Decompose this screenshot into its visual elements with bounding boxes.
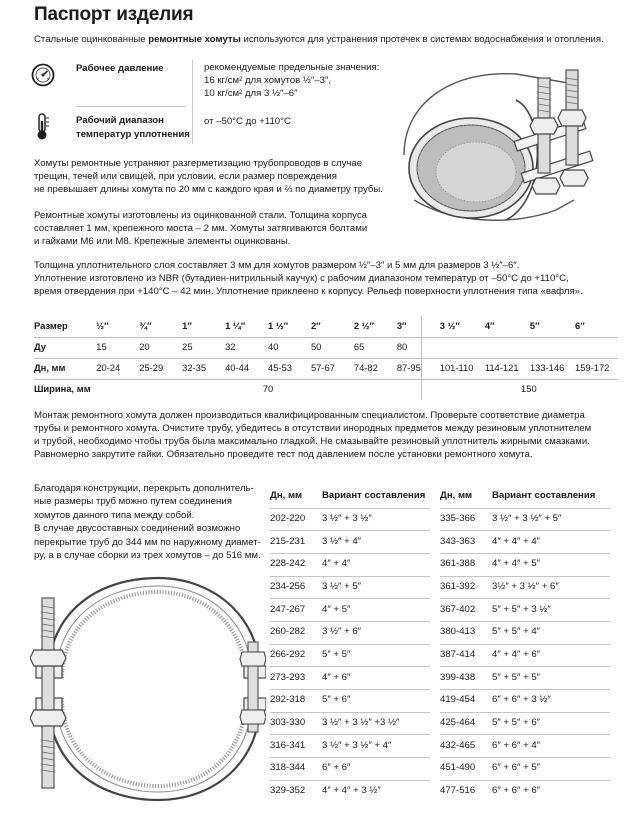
pressure-line: рекомендуемые предельные значения: <box>204 62 380 73</box>
dn-range-cell: 318-344 <box>270 758 322 781</box>
size-cell: 2″ <box>311 316 354 337</box>
variant-cell: 5″ + 5″ <box>322 644 430 667</box>
dn-range-cell: 234-256 <box>270 576 322 599</box>
dn-cell: 57-67 <box>311 358 354 379</box>
dn-range-cell: 335-366 <box>440 508 492 531</box>
combination-table-right <box>440 486 610 803</box>
variant-cell: 3 ½″ + 3 ½″ <box>322 508 430 531</box>
table-row <box>270 712 430 735</box>
variant-cell: 4″ + 4″ + 6″ <box>492 644 610 667</box>
table-row <box>440 531 610 554</box>
paragraph-combination <box>34 482 264 563</box>
table-row <box>440 712 610 735</box>
variant-cell: 5″ + 5″ + 3 ½″ <box>492 599 610 622</box>
thermometer-icon <box>32 113 58 139</box>
page-title: Паспорт изделия <box>34 4 194 25</box>
size-spec-table <box>34 316 618 400</box>
dn-range-cell: 273-293 <box>270 667 322 690</box>
table-row <box>440 735 610 758</box>
variant-cell: 6″ + 6″ + 6″ <box>492 780 610 803</box>
size-cell: 2 ½″ <box>354 316 397 337</box>
dn-range-cell: 367-402 <box>440 599 492 622</box>
variant-cell: 4″ + 4″ <box>322 553 430 576</box>
table-row <box>440 599 610 622</box>
variant-cell: 4″ + 4″ + 3 ½″ <box>322 780 430 803</box>
table-row-du <box>34 337 618 358</box>
table-row <box>270 758 430 781</box>
du-cell: 32 <box>225 337 268 358</box>
paragraph-line: и трубой, необходимо чтобы труба была максимально гладкой. Не смазывайте резиновый уплотнитель жирными смазками. <box>34 435 590 447</box>
table-row <box>440 621 610 644</box>
table-row <box>270 667 430 690</box>
dn-cell: 101-110 <box>440 358 485 379</box>
du-cell: 80 <box>397 337 440 358</box>
du-cell: 20 <box>139 337 182 358</box>
size-cell: 5″ <box>530 316 575 337</box>
paragraph-line: Равномерно закрутите гайки. Обязательно проведите тест под давлением после установки ремонтного хомута. <box>34 448 533 460</box>
width-cell: 150 <box>521 383 537 395</box>
variant-cell: 3 ½″ + 4″ <box>322 531 430 554</box>
size-cell: 3 ½″ <box>440 316 485 337</box>
dn-range-cell: 425-464 <box>440 712 492 735</box>
table-row <box>440 644 610 667</box>
du-cell: 15 <box>96 337 139 358</box>
intro-text <box>34 34 614 47</box>
table-row <box>440 576 610 599</box>
du-cell: 25 <box>182 337 225 358</box>
dn-range-cell: 329-352 <box>270 780 322 803</box>
spec-table-divider <box>421 316 422 400</box>
variant-cell: 3 ½″ + 3 ½″ +3 ½″ <box>322 712 430 735</box>
temperature-label-line: температур уплотнения <box>76 128 190 140</box>
paragraph-line: Монтаж ремонтного хомута должен производиться квалифицированным специалистом. Проверьте соответствие диаметра <box>34 410 585 421</box>
size-cell: 3″ <box>397 316 440 337</box>
dn-range-cell: 451-490 <box>440 758 492 781</box>
paragraph-line: хомутов данного типа между собой. <box>34 509 195 521</box>
dn-cell: 25-29 <box>139 358 182 379</box>
paragraph-line: время отвердения при +140°С – 42 мин. Уплотнение приклеено к корпусу. Рельеф поверхности уплотнения типа «вафля». <box>34 285 583 297</box>
table-row <box>270 508 430 531</box>
table-row <box>440 553 610 576</box>
size-cell: 4″ <box>485 316 530 337</box>
pressure-line: 10 кг/см² для 3 ½″–6″ <box>204 87 298 99</box>
table-row-size <box>34 316 618 337</box>
size-cell: ¾″ <box>139 316 182 337</box>
table-row <box>270 735 430 758</box>
dn-range-cell: 399-438 <box>440 667 492 690</box>
dn-range-cell: 361-392 <box>440 576 492 599</box>
table-row <box>440 667 610 690</box>
intro-bold: ремонтные хомуты <box>148 34 241 45</box>
dn-range-cell: 432-465 <box>440 735 492 758</box>
paragraph-line: В случае двусоставных соединений возможно <box>34 523 241 535</box>
paragraph-line: Толщина уплотнительного слоя составляет 3 мм для хомутов размером ½″–3″ и 5 мм для размеров 3 ½″–6″. <box>34 260 520 271</box>
dn-cell: 87-95 <box>397 358 440 379</box>
dn-cell: 133-146 <box>530 358 575 379</box>
paragraph-line: ру, а в случае сборки из трех хомутов – до 516 мм. <box>34 550 261 562</box>
paragraph-line: не превышает длины хомута по 20 мм с каждого края и ⅔ по диаметру трубы. <box>34 183 383 195</box>
paragraph-seal <box>34 260 619 299</box>
variant-cell: 6″ + 6″ <box>322 758 430 781</box>
dn-cell: 45-53 <box>268 358 311 379</box>
row-label: Дн, мм <box>34 358 96 379</box>
pressure-values <box>204 62 379 101</box>
dn-range-cell: 387-414 <box>440 644 492 667</box>
dn-range-cell: 260-282 <box>270 621 322 644</box>
size-cell: 1 ¼″ <box>225 316 268 337</box>
dn-cell: 40-44 <box>225 358 268 379</box>
paragraph-line: и гайками М6 или М8. Крепежные элементы оцинкованы. <box>34 235 291 247</box>
variant-cell: 5″ + 5″ + 5″ <box>492 667 610 690</box>
size-cell: ½″ <box>96 316 139 337</box>
size-cell: 1″ <box>182 316 225 337</box>
variant-cell: 3½″ + 3 ½″ + 6″ <box>492 576 610 599</box>
table-row <box>270 780 430 803</box>
dn-range-cell: 303-330 <box>270 712 322 735</box>
table-header-row <box>270 486 430 508</box>
column-header-dn: Дн, мм <box>270 490 303 502</box>
spec-divider-vertical <box>192 60 193 144</box>
variant-cell: 6″ + 6″ + 5″ <box>492 758 610 781</box>
du-cell: 50 <box>311 337 354 358</box>
intro-pre: Стальные оцинкованные <box>34 34 149 45</box>
variant-cell: 3 ½″ + 3 ½″ + 5″ <box>492 508 610 531</box>
dn-range-cell: 380-413 <box>440 621 492 644</box>
paragraph-line: Хомуты ремонтные устраняют разгерметизацию трубопроводов в случае <box>34 158 363 169</box>
table-row <box>440 690 610 713</box>
variant-cell: 3 ½″ + 6″ <box>322 621 430 644</box>
dn-cell: 159-172 <box>575 358 618 379</box>
table-row <box>270 576 430 599</box>
column-header-dn: Дн, мм <box>440 490 473 502</box>
dn-range-cell: 266-292 <box>270 644 322 667</box>
row-label: Ширина, мм <box>34 383 91 395</box>
temperature-label-line: Рабочий диапазон <box>76 115 164 126</box>
paragraph-line: перекрытие труб до 344 мм по наружному диамет- <box>34 536 261 548</box>
intro-post: используются для устранения протечек в системах водоснабжения и отопления. <box>240 34 604 45</box>
size-cell: 1 ½″ <box>268 316 311 337</box>
column-header-variant: Вариант составления <box>322 490 426 502</box>
paragraph-line: трубы и ремонтного хомута. Очистите трубу, убедитесь в отсутствии инородных предметов между резиновым уплотнителем <box>34 422 592 434</box>
width-cell: 70 <box>262 383 274 395</box>
table-row <box>270 690 430 713</box>
size-cell: 6″ <box>575 316 618 337</box>
variant-cell: 3 ½″ + 3 ½″ + 4″ <box>322 735 430 758</box>
dn-cell: 20-24 <box>96 358 139 379</box>
variant-cell: 4″ + 4″ + 4″ <box>492 531 610 554</box>
paragraph-line: ные размеры труб можно путем соединения <box>34 496 232 508</box>
paragraph-installation <box>34 410 624 462</box>
variant-cell: 5″ + 6″ <box>322 690 430 713</box>
table-row <box>270 599 430 622</box>
variant-cell: 6″ + 6″ + 4″ <box>492 735 610 758</box>
dn-range-cell: 215-231 <box>270 531 322 554</box>
table-row-dn <box>34 358 618 379</box>
table-row <box>440 758 610 781</box>
row-label: Ду <box>34 337 96 358</box>
dn-cell: 114-121 <box>485 358 530 379</box>
table-row <box>440 508 610 531</box>
du-cell: 65 <box>354 337 397 358</box>
dn-cell: 32-35 <box>182 358 225 379</box>
column-header-variant: Вариант составления <box>492 490 596 502</box>
pressure-gauge-icon <box>30 62 56 88</box>
table-row-width <box>34 379 618 400</box>
dn-range-cell: 343-363 <box>440 531 492 554</box>
dn-range-cell: 419-454 <box>440 690 492 713</box>
combination-table-left <box>270 486 430 803</box>
dn-cell: 74-82 <box>354 358 397 379</box>
double-clamp-drawing <box>30 570 266 815</box>
dn-range-cell: 247-267 <box>270 599 322 622</box>
dn-range-cell: 202-220 <box>270 508 322 531</box>
dn-range-cell: 316-341 <box>270 735 322 758</box>
paragraph-line: составляет 1 мм, крепежного моста – 2 мм. Хомуты затягиваются болтами <box>34 222 368 234</box>
variant-cell: 4″ + 5″ <box>322 599 430 622</box>
temperature-value: от –50°С до +110°С <box>204 116 291 127</box>
variant-cell: 4″ + 6″ <box>322 667 430 690</box>
spec-divider-horizontal <box>76 106 186 107</box>
du-cell: 40 <box>268 337 311 358</box>
paragraph-line: трещин, течей или свищей, при условии, если размер повреждения <box>34 170 337 182</box>
row-label: Размер <box>34 316 96 337</box>
temperature-label <box>76 114 190 142</box>
pressure-line: 16 кг/см² для хомутов ½″–3″, <box>204 74 332 86</box>
dn-range-cell: 292-318 <box>270 690 322 713</box>
variant-cell: 6″ + 6″ + 3 ½″ <box>492 690 610 713</box>
paragraph-usage <box>34 158 424 197</box>
variant-cell: 3 ½″ + 5″ <box>322 576 430 599</box>
table-row <box>270 553 430 576</box>
paragraph-line: Ремонтные хомуты изготовлены из оцинкованной стали. Толщина корпуса <box>34 210 367 221</box>
table-row <box>440 780 610 803</box>
variant-cell: 5″ + 5″ + 4″ <box>492 621 610 644</box>
paragraph-material <box>34 210 424 249</box>
dn-range-cell: 477-516 <box>440 780 492 803</box>
paragraph-line: Благодаря конструкции, перекрыть дополнитель- <box>34 483 254 494</box>
repair-clamp-drawing <box>396 60 618 235</box>
paragraph-line: Уплотнение изготовлено из NBR (бутадиен-нитрильный каучук) с рабочим диапазоном температур от –50°С до +110°С, <box>34 272 569 284</box>
table-row <box>270 621 430 644</box>
pressure-label: Рабочее давление <box>76 63 164 74</box>
table-row <box>270 644 430 667</box>
table-row <box>270 531 430 554</box>
variant-cell: 4″ + 4″ + 5″ <box>492 553 610 576</box>
dn-range-cell: 228-242 <box>270 553 322 576</box>
dn-range-cell: 361-388 <box>440 553 492 576</box>
variant-cell: 5″ + 5″ + 6″ <box>492 712 610 735</box>
table-header-row <box>440 486 610 508</box>
